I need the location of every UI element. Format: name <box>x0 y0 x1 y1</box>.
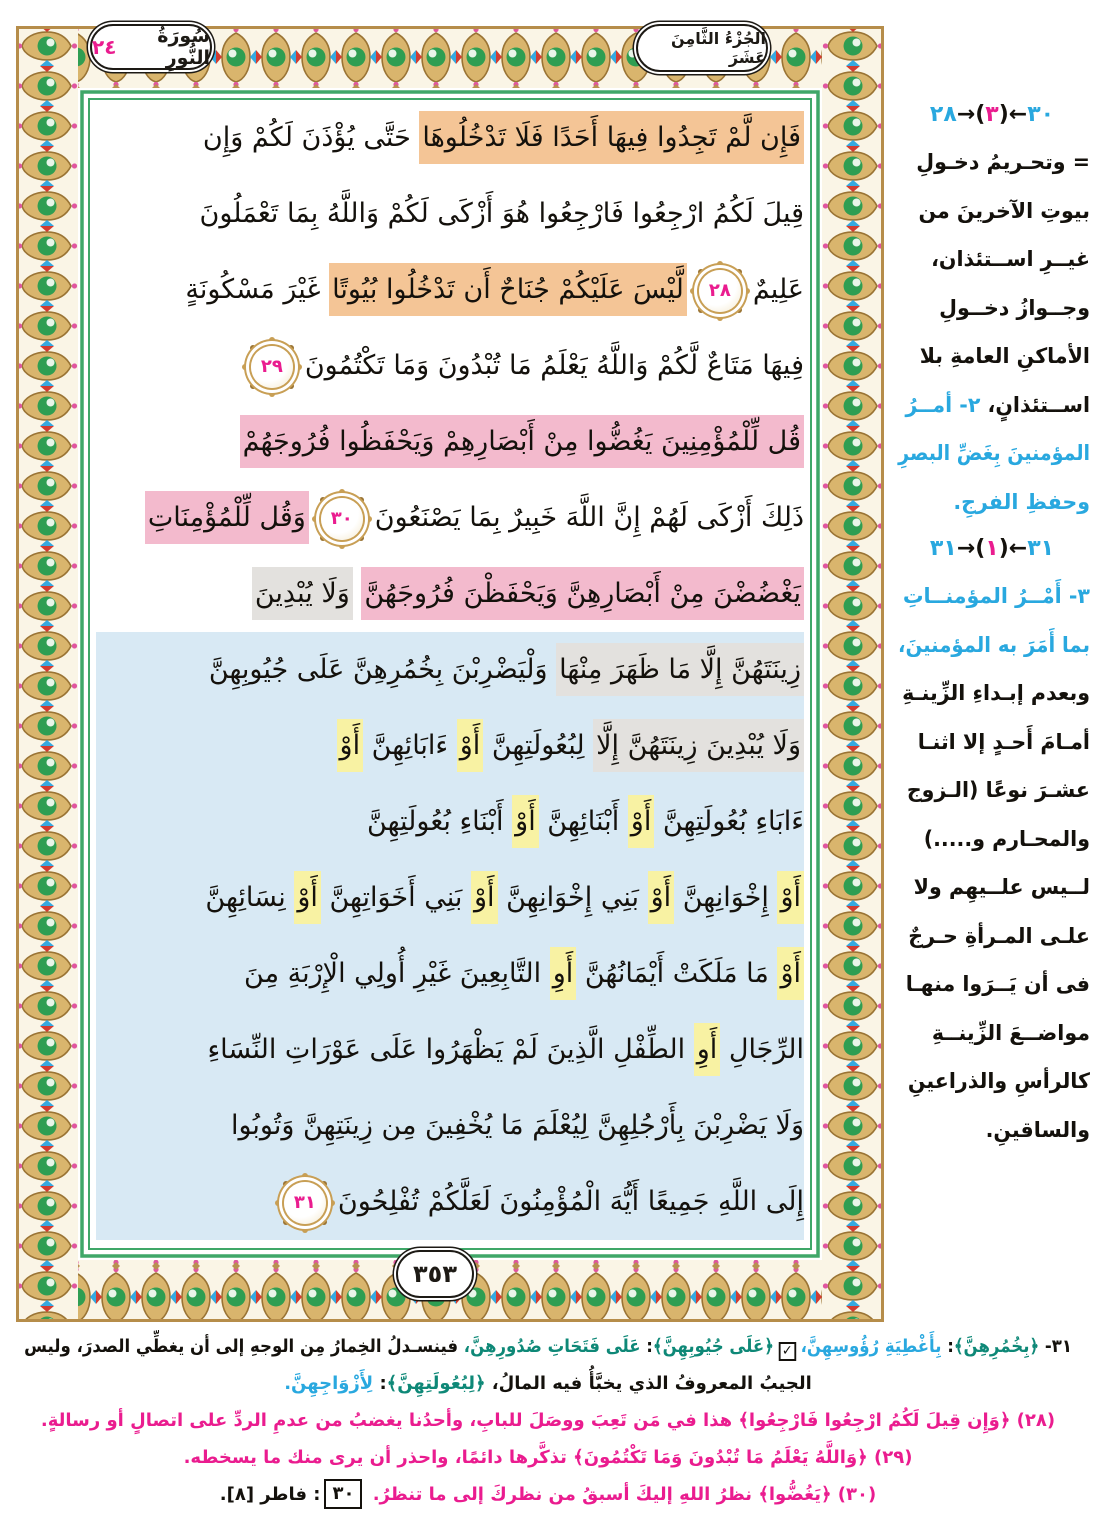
tafsir-text: والساقينِ. <box>985 1117 1090 1142</box>
tafsir-text: والمحـارم و.....) <box>923 826 1090 851</box>
verse-range-header <box>894 92 1090 138</box>
tafsir-line <box>898 478 1090 527</box>
highlighted-phrase: أَوْ <box>777 947 804 1000</box>
tafsir-text: بيوتِ الآخرينَ من <box>918 198 1090 223</box>
highlighted-phrase: أَوِ <box>694 1023 721 1076</box>
verse-text: ذَلِكَ أَزْكَى لَهُمْ إِنَّ اللَّهَ خَبِيرٌ بِمَا يَصْنَعُونَ <box>374 502 804 533</box>
quran-line <box>96 556 804 632</box>
tafsir-line <box>898 815 1090 864</box>
tafsir-text: غيــرِ اســتئذان، <box>931 247 1090 271</box>
highlighted-phrase: وَلَا يُبْدِينَ <box>252 567 353 620</box>
tafsir-text: علـى المـرأةِ حـرجٌ <box>908 923 1090 948</box>
footnote-text: ﴿عَلَى جُيُوبِهِنَّ﴾ <box>652 1336 774 1357</box>
verse-text: غَيْرَ مَسْكُونَةٍ <box>185 274 330 305</box>
quran-line <box>96 936 804 1012</box>
verse-range-part: ←( <box>998 102 1028 127</box>
highlighted-phrase: وَلَا يُبْدِينَ زِينَتَهُنَّ إِلَّا <box>593 719 804 772</box>
highlighted-phrase: يَغْضُضْنَ مِنْ أَبْصَارِهِنَّ وَيَحْفَظْنَ فُرُوجَهُنَّ <box>361 567 804 620</box>
tafsir-line <box>898 766 1090 815</box>
footnote-line <box>24 1402 1072 1439</box>
verse-range-header <box>894 526 1090 572</box>
verse-text: بَنِي إِخْوَانِهِنَّ <box>497 882 648 913</box>
page-number: ٣٥٣ <box>413 1260 457 1288</box>
quran-line <box>96 176 804 252</box>
tafsir-line <box>898 429 1090 478</box>
footnote-text: : فاطر [٨]. <box>219 1484 321 1505</box>
highlighted-phrase: زِينَتَهُنَّ إِلَّا مَا ظَهَرَ مِنْهَا <box>556 643 804 696</box>
verse-range-part: )→ <box>956 536 986 561</box>
tafsir-line <box>898 284 1090 333</box>
verse-text: حَتَّى يُؤْذَنَ لَكُمْ وَإِن <box>202 122 420 153</box>
verse-range-part: ٢٨ <box>929 102 957 127</box>
tafsir-text: وبعدم إبـداءِ الزِّينـةِ <box>902 681 1090 705</box>
highlighted-phrase: قُل لِّلْمُؤْمِنِينَ يَغُضُّوا مِنْ أَبْصَارِهِمْ وَيَحْفَظُوا فُرُوجَهُمْ <box>240 415 804 468</box>
tafsir-text: أمـامَ أَحـدٍ إلا اثنـا <box>917 729 1090 754</box>
quran-line <box>96 252 804 328</box>
tafsir-line <box>898 381 1090 430</box>
quran-line <box>96 784 804 860</box>
verse-range-part: ٣ <box>985 102 999 127</box>
highlighted-phrase: أَوْ <box>512 795 539 848</box>
verse-text: عَلِيمٌ <box>752 274 804 305</box>
quran-line <box>96 1164 804 1240</box>
tafsir-text: ٣- أَمْــرُ المؤمنــاتِ <box>902 584 1090 608</box>
highlighted-phrase: أَوْ <box>777 871 804 924</box>
verse-range-part: ٣١ <box>1027 536 1055 561</box>
tafsir-text: اســتئذانٍ، <box>980 392 1090 417</box>
footnote-line <box>24 1328 1072 1365</box>
verse-text: أَبْنَاءِ بُعُولَتِهِنَّ <box>367 806 513 837</box>
tafsir-line <box>898 187 1090 236</box>
quran-line <box>96 328 804 404</box>
tafsir-line <box>898 718 1090 767</box>
surah-title-cartouche <box>90 24 212 70</box>
verse-range-part: )→ <box>956 102 986 127</box>
verse-text: الطِّفْلِ الَّذِينَ لَمْ يَظْهَرُوا عَلَى عَوْرَاتِ النِّسَاءِ <box>207 1034 694 1065</box>
tafsir-text: الأماكنِ العامةِ بلا <box>919 344 1090 368</box>
verse-text: لِبُعُولَتِهِنَّ <box>483 730 594 761</box>
footnote-text: ﴿لِبُعُولَتِهِنَّ﴾ <box>386 1373 486 1394</box>
quran-line <box>96 1012 804 1088</box>
verse-text: إِخْوَانِهِنَّ <box>674 882 778 913</box>
tafsir-text: ٢- أمــرُ <box>905 392 981 417</box>
highlighted-phrase: أَوْ <box>648 871 675 924</box>
tafsir-line <box>898 669 1090 718</box>
tafsir-text: بما أَمَرَ به المؤمنينَ، <box>897 632 1090 657</box>
footnote-text: عَلَى فَتَحَاتِ صُدُورِهِنَّ، <box>463 1336 641 1357</box>
checked-box-icon: ✓ <box>779 1342 796 1361</box>
verse-text: وَلَا يَضْرِبْنَ بِأَرْجُلِهِنَّ لِيُعْلَمَ مَا يُخْفِينَ مِن زِينَتِهِنَّ وَتُوبُوا <box>230 1110 804 1141</box>
footnotes-block <box>24 1328 1072 1513</box>
highlighted-phrase: أَوْ <box>471 871 498 924</box>
highlighted-phrase: أَوْ <box>628 795 655 848</box>
quran-line <box>96 860 804 936</box>
quran-line <box>96 100 804 176</box>
verse-text: قِيلَ لَكُمُ ارْجِعُوا فَارْجِعُوا هُوَ أَزْكَى لَكُمْ وَاللَّهُ بِمَا تَعْمَلُونَ <box>199 198 804 229</box>
tafsir-text: فى أن يَــرَوا منهـا <box>905 972 1090 996</box>
footnote-line <box>24 1365 1072 1402</box>
tafsir-text: عشـرَ نوعًا (الـزوج <box>906 778 1090 802</box>
tafsir-line <box>898 235 1090 284</box>
tafsir-sidebar <box>894 92 1090 1154</box>
tafsir-line <box>898 1009 1090 1058</box>
tafsir-line <box>898 960 1090 1009</box>
tafsir-line <box>897 621 1090 670</box>
highlighted-phrase: أَوْ <box>337 719 364 772</box>
footnote-text: (٣٠) ﴿يَغُضُّوا﴾ نظرُ اللهِ إليكَ أسبقُ من نظركَ إلى ما تنظرُ. <box>366 1484 877 1505</box>
verse-range-part: ١ <box>985 536 999 561</box>
footnote-text: لِأَزْوَاجِهِنَّ. <box>284 1373 374 1394</box>
footnote-text: : <box>941 1336 954 1357</box>
quran-line <box>96 708 804 784</box>
tafsir-text: وحفظِ الفرجِ. <box>953 489 1090 514</box>
verse-text: إِلَى اللَّهِ جَمِيعًا أَيُّهَ الْمُؤْمِنُونَ لَعَلَّكُمْ تُفْلِحُونَ <box>337 1186 804 1217</box>
tafsir-line <box>898 572 1090 621</box>
tafsir-line <box>898 1057 1090 1106</box>
tafsir-text: المؤمنينَ بِغَضِّ البصرِ <box>898 441 1090 465</box>
footnote-text: ٣١- <box>1039 1336 1072 1357</box>
highlighted-phrase: أَوْ <box>294 871 321 924</box>
verse-text: وَلْيَضْرِبْنَ بِخُمُرِهِنَّ عَلَى جُيُوبِهِنَّ <box>208 654 557 685</box>
verse-marker: ٣٠ <box>321 498 363 540</box>
tafsir-line <box>898 332 1090 381</box>
juz-cartouche <box>636 24 768 72</box>
verse-text: نِسَائِهِنَّ <box>205 882 295 913</box>
tafsir-line <box>898 138 1090 187</box>
tafsir-text: كالرأسِ والذراعينِ <box>907 1069 1090 1093</box>
verse-range-part: ٣٠ <box>1027 102 1055 127</box>
verse-text: ءَابَائِهِنَّ <box>363 730 457 761</box>
verse-text: بَنِي أَخَوَاتِهِنَّ <box>320 882 471 913</box>
tafsir-line <box>898 912 1090 961</box>
tafsir-text: مواضــعَ الزِّينــةِ <box>931 1020 1090 1045</box>
verse-text: ءَابَاءِ بُعُولَتِهِنَّ <box>654 806 804 837</box>
verse-range-part: ←( <box>998 536 1028 561</box>
footnote-text: (٢٩) ﴿وَاللَّهُ يَعْلَمُ مَا تُبْدُونَ وَمَا تَكْتُمُونَ﴾ تذكَّرها دائمًا، واحذر أن يرى منك ما يسخطه. <box>183 1447 913 1468</box>
juz-label: الجُزْءُ الثَّامِنَ عَشَرَ <box>670 29 766 67</box>
verse-marker: ٣١ <box>284 1182 326 1224</box>
quran-line <box>96 480 804 556</box>
footnote-text: (٢٨) ﴿وَإِن قِيلَ لَكُمُ ارْجِعُوا فَارْجِعُوا﴾ هذا في مَن تَعِبَ ووصَلَ للبابِ، وأحدُنا يغضبُ من عدمِ الردِّ على اتصالٍ أو رسالةٍ. <box>40 1410 1056 1431</box>
verse-range-part: ٣١ <box>929 536 957 561</box>
verse-text: فِيهَا مَتَاعٌ لَّكُمْ وَاللَّهُ يَعْلَمُ مَا تُبْدُونَ وَمَا تَكْتُمُونَ <box>304 350 804 381</box>
verse-text: التَّابِعِينَ غَيْرِ أُولِي الْإِرْبَةِ مِنَ <box>244 958 550 989</box>
footnote-text: فينسـدلُ الخِمارُ مِن الوجهِ إلى أن يغطِّي الصدرَ، وليس <box>24 1336 464 1357</box>
tafsir-text: = وتحـريمُ دخـولِ <box>916 150 1090 174</box>
quran-line <box>96 1088 804 1164</box>
tafsir-text: وجــوازُ دخــولِ <box>939 295 1090 320</box>
verse-text: الرِّجَالِ <box>720 1034 804 1065</box>
footnote-text: : <box>373 1373 387 1394</box>
tafsir-line <box>898 863 1090 912</box>
page-number-cartouche <box>396 1250 474 1298</box>
footnote-text: : <box>640 1336 653 1357</box>
quran-text-area <box>96 100 804 1242</box>
highlighted-phrase: أَوِ <box>550 947 577 1000</box>
highlighted-phrase: وَقُل لِّلْمُؤْمِنَاتِ <box>145 491 309 544</box>
verse-text: أَبْنَائِهِنَّ <box>538 806 628 837</box>
verse-marker: ٢٩ <box>251 346 293 388</box>
quran-line <box>96 404 804 480</box>
tafsir-line <box>898 1106 1090 1155</box>
verse-marker: ٢٨ <box>699 270 741 312</box>
highlighted-phrase: لَّيْسَ عَلَيْكُمْ جُنَاحٌ أَن تَدْخُلُوا بُيُوتًا <box>329 263 687 316</box>
surah-title: سُورَةُ النُّورِ <box>157 25 210 69</box>
highlighted-phrase: فَإِن لَّمْ تَجِدُوا فِيهَا أَحَدًا فَلَا تَدْخُلُوهَا <box>419 111 804 164</box>
verse-reference-box: ٣٠ <box>324 1479 362 1509</box>
footnote-line <box>24 1439 1072 1476</box>
footnote-text: بِأَغْطِيَةِ رُؤُوسِهِنَّ، <box>800 1336 942 1357</box>
tafsir-text: لــيس علــيهِم ولا <box>913 875 1090 899</box>
footnote-text: الجيبُ المعروفُ الذي يخبَّأُ فيه المالُ، <box>485 1373 812 1394</box>
highlighted-phrase: أَوْ <box>457 719 484 772</box>
quran-line <box>96 632 804 708</box>
surah-number: ٢٤ <box>92 35 117 59</box>
footnote-line <box>24 1476 1072 1513</box>
verse-text: مَا مَلَكَتْ أَيْمَانُهُنَّ <box>576 958 778 989</box>
footnote-text: ﴿بِخُمُرِهِنَّ﴾ <box>953 1336 1040 1357</box>
